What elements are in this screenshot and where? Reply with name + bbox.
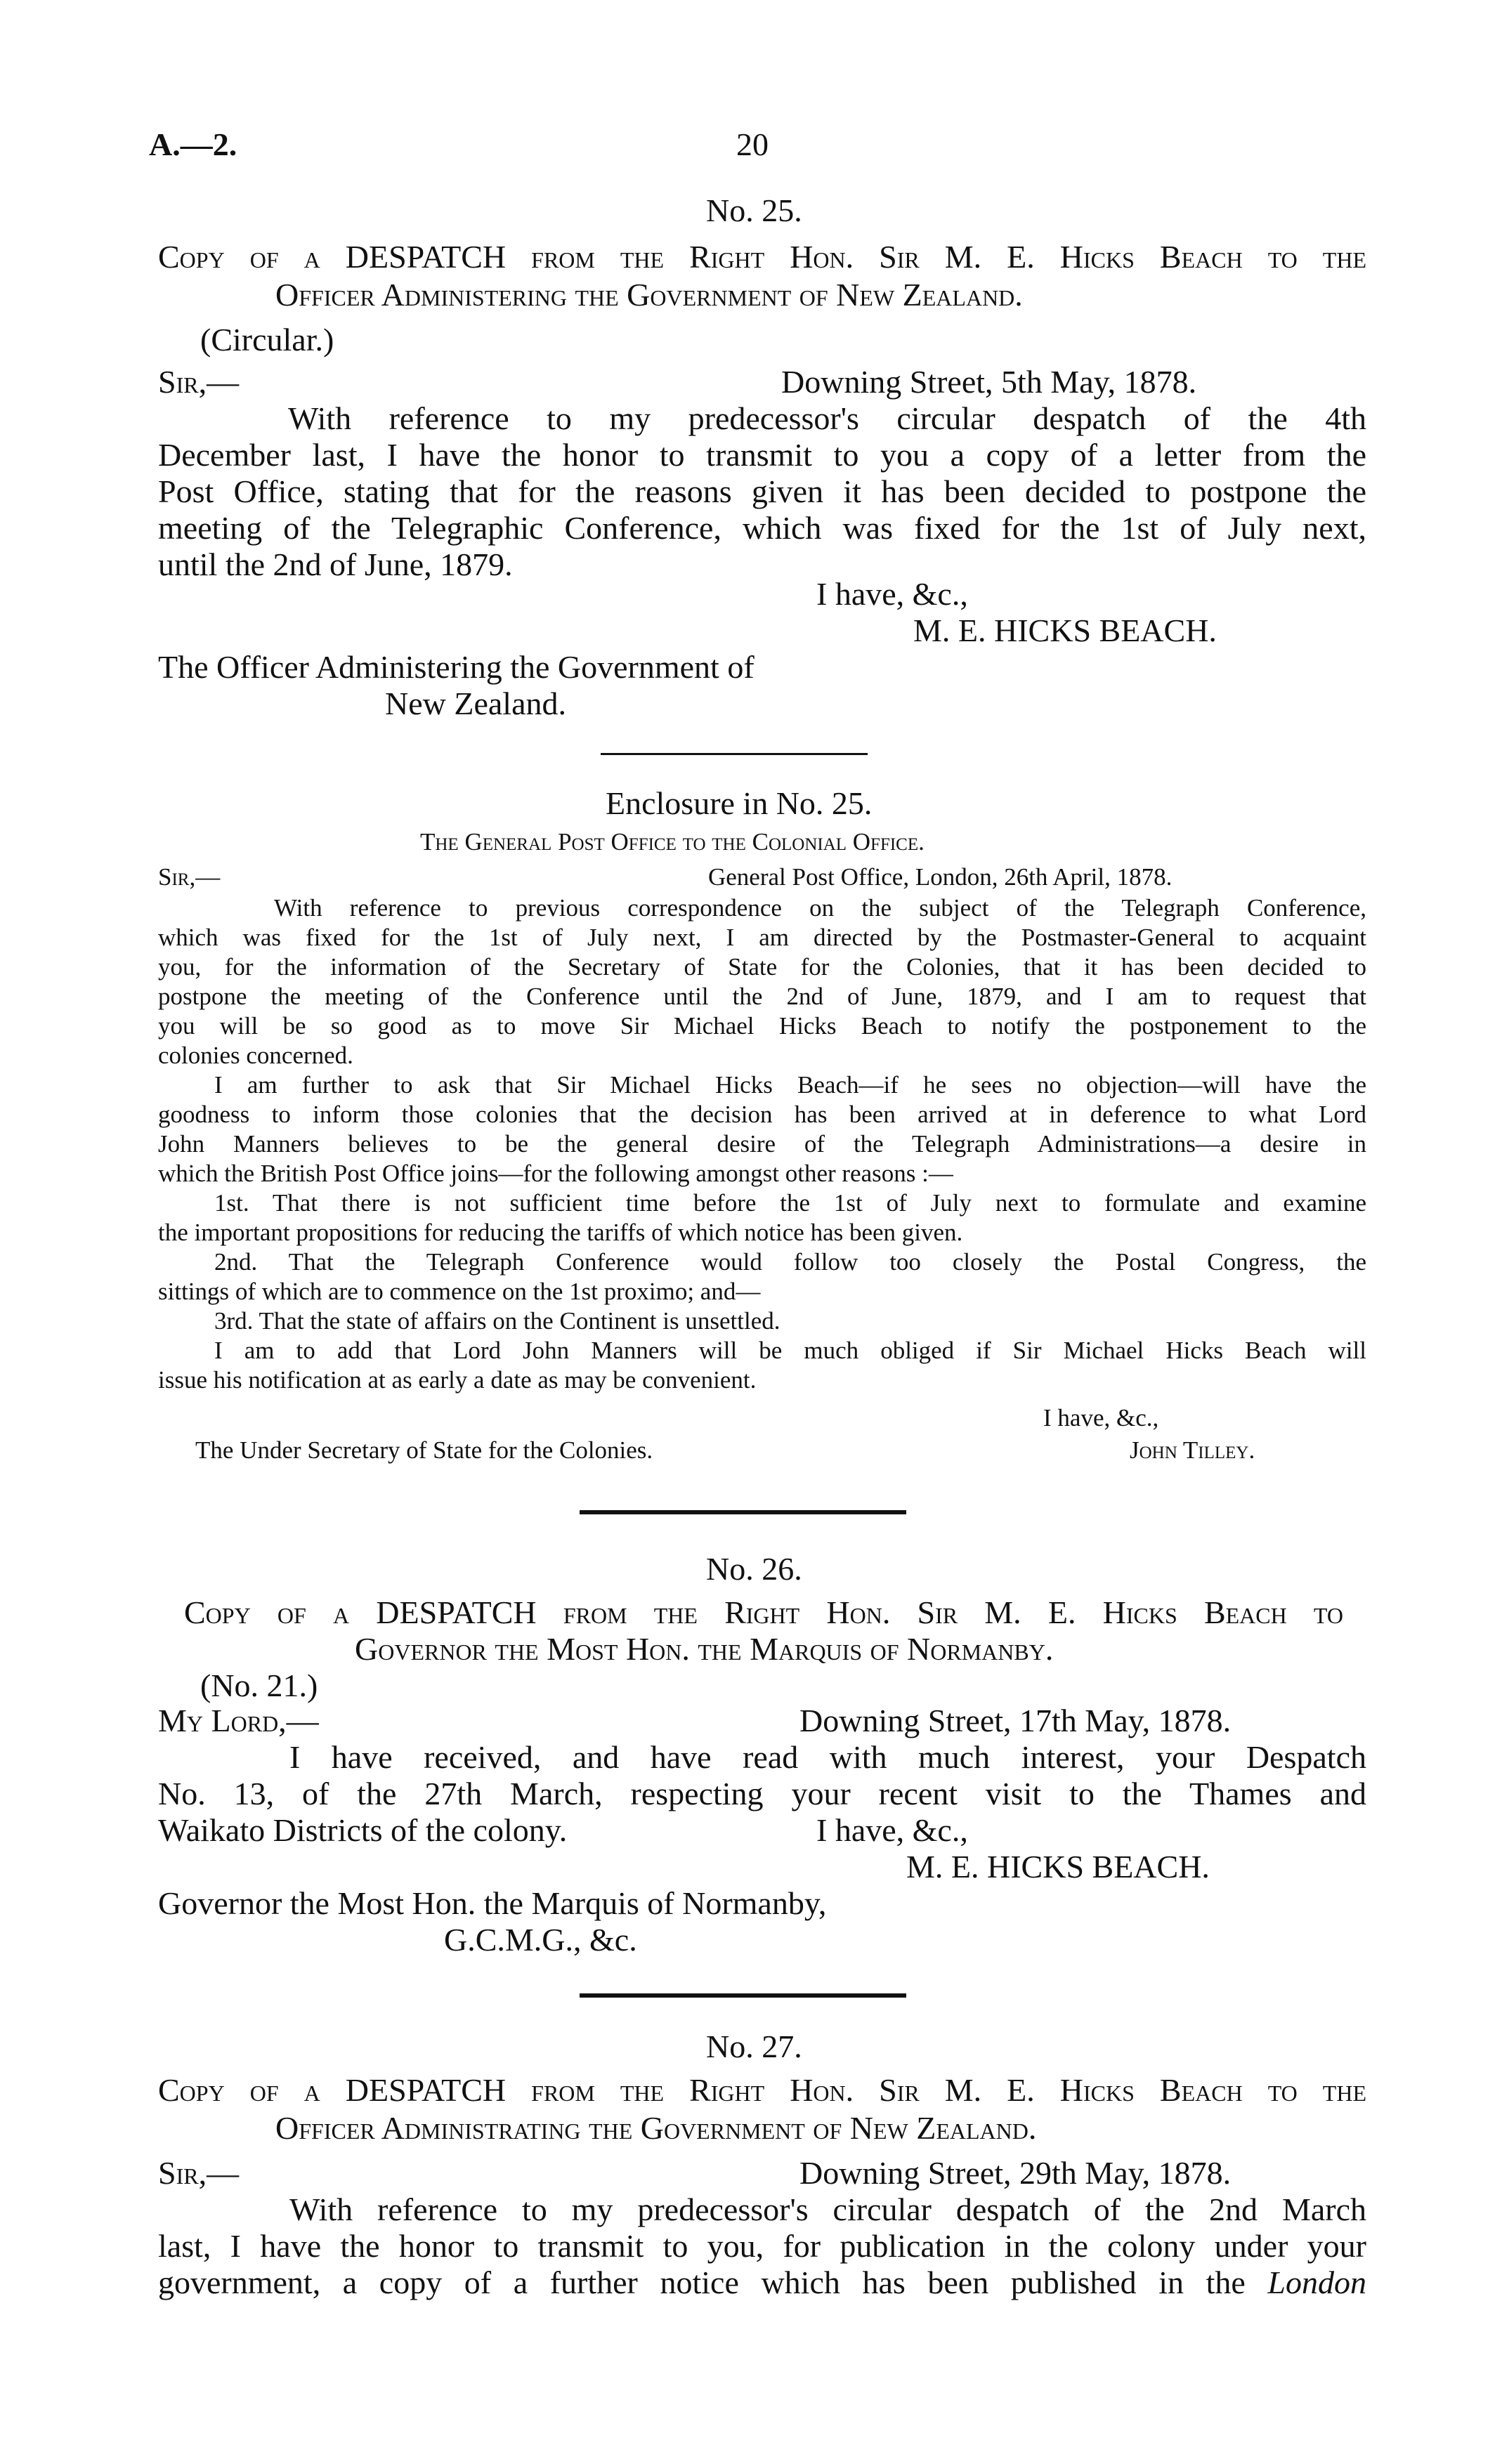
body-line: last, I have the honor to transmit to you, for publication in the colony under your [158,2228,1366,2264]
despatch-recipient: Officer Administering the Government of New Zealand. [275,277,1023,313]
body-line [158,2265,1366,2301]
enclosure-line: 1st. That there is not sufficient time before the 1st of July next to formulate and examine [214,1189,1366,1217]
divider [580,1993,906,1998]
despatch-title: Copy of a DESPATCH from the Right Hon. Sir M. E. Hicks Beach to the [158,2072,1366,2108]
despatch-title: Copy of a DESPATCH from the Right Hon. Sir M. E. Hicks Beach to [184,1594,1343,1630]
body-line: meeting of the Telegraphic Conference, which was fixed for the 1st of July next, [158,510,1366,546]
closing: I have, &c., [816,1812,968,1848]
circular-label: (Circular.) [200,322,334,358]
enclosure-line: goodness to inform those colonies that the decision has been arrived at in deference to what Lord [158,1101,1366,1128]
enclosure-line: colonies concerned. [158,1042,353,1069]
body-line: December last, I have the honor to transmit to you a copy of a letter from the [158,437,1366,473]
body-line: until the 2nd of June, 1879. [158,546,513,582]
enclosure-line: With reference to previous correspondence on the subject of the Telegraph Conference, [274,894,1366,922]
place-date: Downing Street, 5th May, 1878. [781,364,1197,400]
place-date: Downing Street, 17th May, 1878. [799,1703,1232,1738]
enclosure-line: you, for the information of the Secretary of State for the Colonies, that it has been decided to [158,953,1366,981]
enclosure-line: issue his notification at as early a date as may be convenient. [158,1366,757,1394]
enclosure-line: 2nd. That the Telegraph Conference would follow too closely the Postal Congress, the [214,1248,1366,1276]
despatch-number: No. 25. [706,192,802,228]
despatch-title: Copy of a DESPATCH from the Right Hon. Sir M. E. Hicks Beach to the [158,239,1366,275]
addressee: The Officer Administering the Government of [158,649,755,685]
divider [580,1510,906,1514]
salutation: Sir,— [158,2155,240,2191]
body-line: Post Office, stating that for the reasons given it has been decided to postpone the [158,473,1366,509]
salutation: My Lord,— [158,1703,319,1738]
closing: I have, &c., [1043,1404,1159,1431]
enclosure-line: which was fixed for the 1st of July next, I am directed by the Postmaster-General to acquaint [158,924,1366,951]
signature: M. E. HICKS BEACH. [906,1849,1210,1885]
place-date: Downing Street, 29th May, 1878. [799,2155,1232,2191]
page-number: 20 [736,126,769,162]
enclosure-line: postpone the meeting of the Conference until the 2nd of June, 1879, and I am to request that [158,983,1366,1010]
despatch-recipient: Officer Administrating the Government of New Zealand. [275,2110,1037,2146]
enclosure-line: sittings of which are to commence on the 1st proximo; and— [158,1278,761,1305]
body-line: I have received, and have read with much interest, your Despatch [289,1739,1366,1775]
salutation: Sir,— [158,364,240,400]
addressee: Governor the Most Hon. the Marquis of Normanby, [158,1885,827,1921]
signature: M. E. HICKS BEACH. [913,612,1217,648]
addressee: The Under Secretary of State for the Colonies. [195,1436,653,1464]
body-line: With reference to my predecessor's circular despatch of the 2nd March [289,2191,1366,2227]
italic-word: London [1267,2265,1366,2300]
despatch-recipient: Governor the Most Hon. the Marquis of Normanby. [355,1631,1054,1667]
body-line: With reference to my predecessor's circular despatch of the 4th [288,400,1366,436]
enclosure-line: I am to add that Lord John Manners will be much obliged if Sir Michael Hicks Beach will [214,1337,1366,1364]
enclosure-line: which the British Post Office joins—for the following amongst other reasons :— [158,1160,953,1187]
signature: John Tilley. [1130,1436,1255,1464]
enclosure-subtitle: The General Post Office to the Colonial Office. [420,828,925,856]
body-line: Waikato Districts of the colony. [158,1812,568,1848]
divider [601,753,868,755]
body-line: No. 13, of the 27th March, respecting your recent visit to the Thames and [158,1776,1366,1811]
addressee: New Zealand. [385,686,566,721]
salutation: Sir,— [158,863,221,891]
enclosure-line: John Manners believes to be the general desire of the Telegraph Administrations—a desire in [158,1130,1366,1158]
enclosure-line: 3rd. That the state of affairs on the Continent is unsettled. [214,1307,781,1335]
enclosure-line: I am further to ask that Sir Michael Hicks Beach—if he sees no objection—will have the [214,1071,1366,1099]
addressee: G.C.M.G., &c. [444,1922,637,1958]
place-date: General Post Office, London, 26th April, 1878. [708,863,1173,891]
page-ref: A.—2. [149,126,237,162]
enclosure-line: the important propositions for reducing the tariffs of which notice has been given. [158,1219,963,1246]
enclosure-title: Enclosure in No. 25. [606,785,873,821]
closing: I have, &c., [816,576,968,612]
enclosure-line: you will be so good as to move Sir Michael Hicks Beach to notify the postponement to the [158,1012,1366,1040]
despatch-ref: (No. 21.) [200,1667,318,1703]
despatch-number: No. 27. [706,2029,802,2064]
body-text: government, a copy of a further notice which has been published in the [158,2265,1246,2300]
despatch-number: No. 26. [706,1551,802,1587]
